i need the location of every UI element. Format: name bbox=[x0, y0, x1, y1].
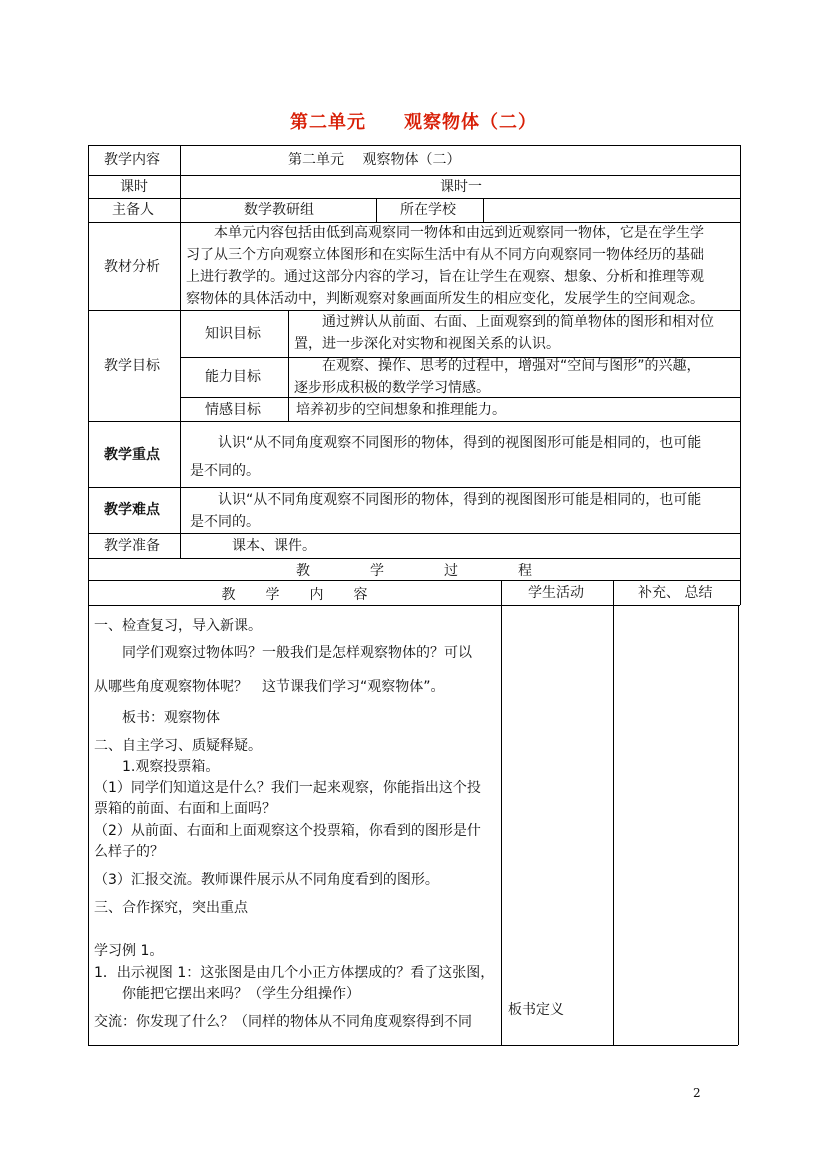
col-content-heading: 教 学 内 容 bbox=[221, 587, 368, 603]
content-value: 第二单元 观察物体（二） bbox=[288, 152, 461, 168]
col-summary-heading: 补充、 总结 bbox=[638, 585, 713, 601]
analysis-text: 本单元内容包括由低到高观察同一物体和由远到近观察同一物体，它是在学生学 习了从三个方向观察立体图形和在实际生活中有从不同方向观察同一物体经历的基础 上进行教学的。通过这部分内容的学习，旨在让学生在观察、想象、分析和推理等观 察物体的具体活动中，判断观察对象画面所发生的相应变化，发展学生的空间观念。 bbox=[186, 225, 704, 307]
emotion-goal-label: 情感目标 bbox=[205, 402, 261, 418]
emotion-goal-text: 培养初步的空间想象和推理能力。 bbox=[296, 402, 506, 418]
preparer-label: 主备人 bbox=[112, 202, 154, 218]
prep-value: 课本、课件。 bbox=[232, 538, 316, 554]
preparer-value: 数学教研组 bbox=[244, 202, 314, 218]
knowledge-goal-text: 通过辨认从前面、右面、上面观察到的简单物体的图形和相对位 置，进一步深化对实物和视图关系的认识。 bbox=[294, 314, 714, 352]
process-heading: 教 学 过 程 bbox=[296, 563, 532, 579]
ability-goal-label: 能力目标 bbox=[205, 369, 261, 385]
prep-label: 教学准备 bbox=[104, 538, 160, 554]
analysis-label: 教材分析 bbox=[104, 259, 160, 275]
difficulty-text: 认识“从不同角度观察不同图形的物体，得到的视图图形可能是相同的，也可能 是不同的。 bbox=[190, 492, 702, 530]
col-student-heading: 学生活动 bbox=[528, 585, 584, 601]
page-number: 2 bbox=[693, 1086, 701, 1100]
period-label: 课时 bbox=[120, 179, 148, 195]
knowledge-goal-label: 知识目标 bbox=[205, 326, 261, 342]
key-point-label: 教学重点 bbox=[104, 447, 160, 463]
ability-goal-text: 在观察、操作、思考的过程中，增强对“空间与图形”的兴趣， 逐步形成积极的数学学习情感。 bbox=[294, 358, 701, 396]
document-title: 第二单元 观察物体（二） bbox=[290, 112, 537, 133]
goals-label: 教学目标 bbox=[104, 358, 160, 374]
key-point-text: 认识“从不同角度观察不同图形的物体，得到的视图图形可能是相同的，也可能 是不同的。 bbox=[190, 435, 702, 479]
content-label: 教学内容 bbox=[104, 152, 160, 168]
difficulty-label: 教学难点 bbox=[104, 502, 160, 518]
school-label: 所在学校 bbox=[400, 202, 456, 218]
student-activity-note: 板书定义 bbox=[508, 1002, 564, 1018]
period-value: 课时一 bbox=[440, 179, 482, 195]
